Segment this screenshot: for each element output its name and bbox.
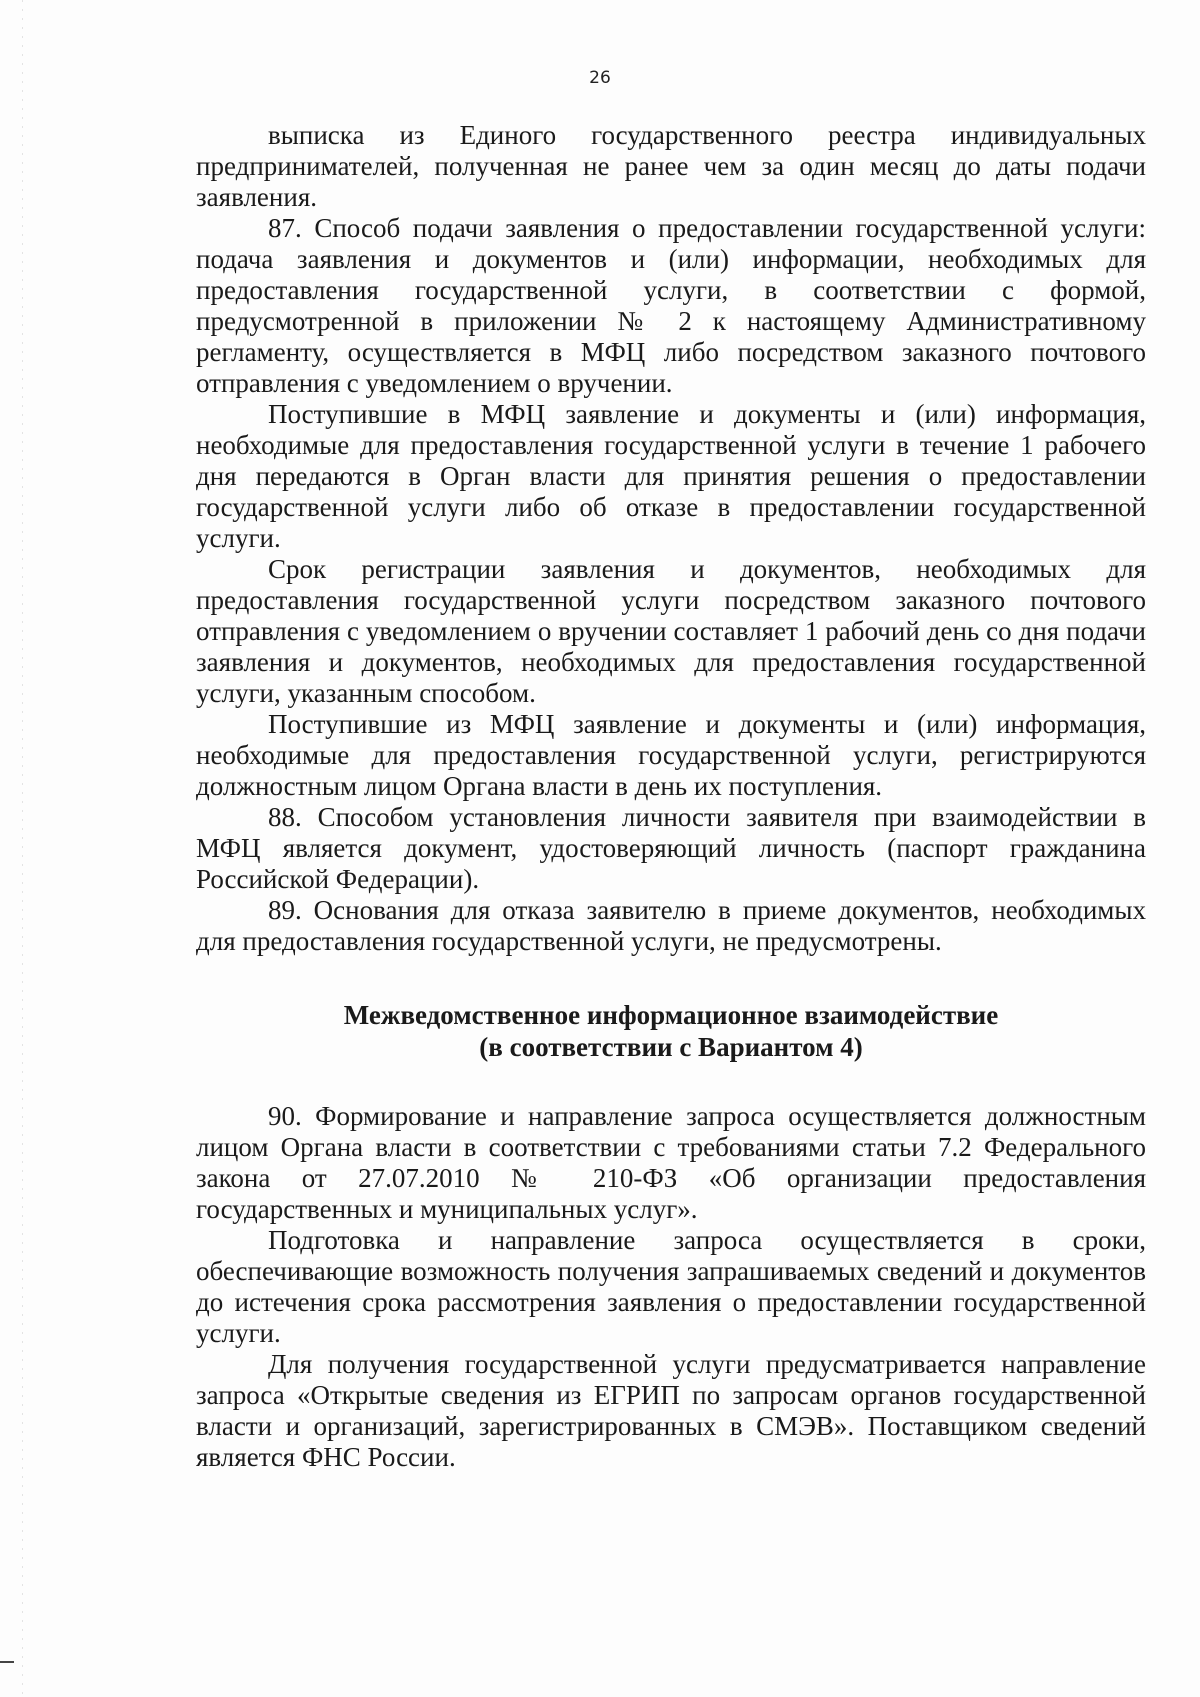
paragraph-egrip-extract: выписка из Единого государственного реестра индивидуальных предпринимателей, полученная не ранее чем за один месяц до даты подачи заявления. [196, 120, 1146, 212]
paragraph-request-preparation: Подготовка и направление запроса осуществляется в сроки, обеспечивающие возможность получения запрашиваемых сведений и документов до истечения срока рассмотрения заявления о предоставлении государственной услуги. [196, 1225, 1146, 1348]
paragraph-mfc-registration: Поступившие из МФЦ заявление и документы и (или) информация, необходимые для предоставления государственной услуги, регистрируются должностным лицом Органа власти в день их поступления. [196, 709, 1146, 801]
scan-margin-mark [0, 1661, 14, 1663]
document-body [196, 120, 1146, 1473]
paragraph-89: 89. Основания для отказа заявителю в приеме документов, необходимых для предоставления государственной услуги, не предусмотрены. [196, 895, 1146, 956]
paragraph-90: 90. Формирование и направление запроса осуществляется должностным лицом Органа власти в соответствии с требованиями статьи 7.2 Федерального закона от 27.07.2010 № 210-ФЗ «Об организации предоставления государственных и муниципальных услуг». [196, 1101, 1146, 1224]
paragraph-87: 87. Способ подачи заявления о предоставлении государственной услуги: подача заявления и документов и (или) информации, необходимых для предоставления государственной услуги, в соответствии с формой, предусмотренной в приложении № 2 к настоящему Административному регламенту, осуществляется в МФЦ либо посредством заказного почтового отправления с уведомлением о вручении. [196, 213, 1146, 398]
paragraph-mfc-transfer: Поступившие в МФЦ заявление и документы и (или) информация, необходимые для предоставления государственной услуги в течение 1 рабочего дня передаются в Орган власти для принятия решения о предоставлении государственной услуги либо об отказе в предоставлении государственной услуги. [196, 399, 1146, 553]
paragraph-request-egrip: Для получения государственной услуги предусматривается направление запроса «Открытые сведения из ЕГРИП по запросам органов государственной власти и организаций, зарегистрированных в СМЭВ». Поставщиком сведений является ФНС России. [196, 1349, 1146, 1472]
section-heading [196, 999, 1146, 1063]
paragraph-88: 88. Способом установления личности заявителя при взаимодействии в МФЦ является документ, удостоверяющий личность (паспорт гражданина Российской Федерации). [196, 802, 1146, 894]
section-heading-line2: (в соответствии с Вариантом 4) [479, 1032, 863, 1062]
paragraph-registration-term: Срок регистрации заявления и документов, необходимых для предоставления государственной услуги посредством заказного почтового отправления с уведомлением о вручении составляет 1 рабочий день со дня подачи заявления и документов, необходимых для предоставления государственной услуги, указанным способом. [196, 554, 1146, 708]
page-number: 26 [589, 68, 611, 88]
scan-edge-artifact [22, 0, 23, 1697]
section-heading-line1: Межведомственное информационное взаимодействие [343, 1000, 999, 1030]
